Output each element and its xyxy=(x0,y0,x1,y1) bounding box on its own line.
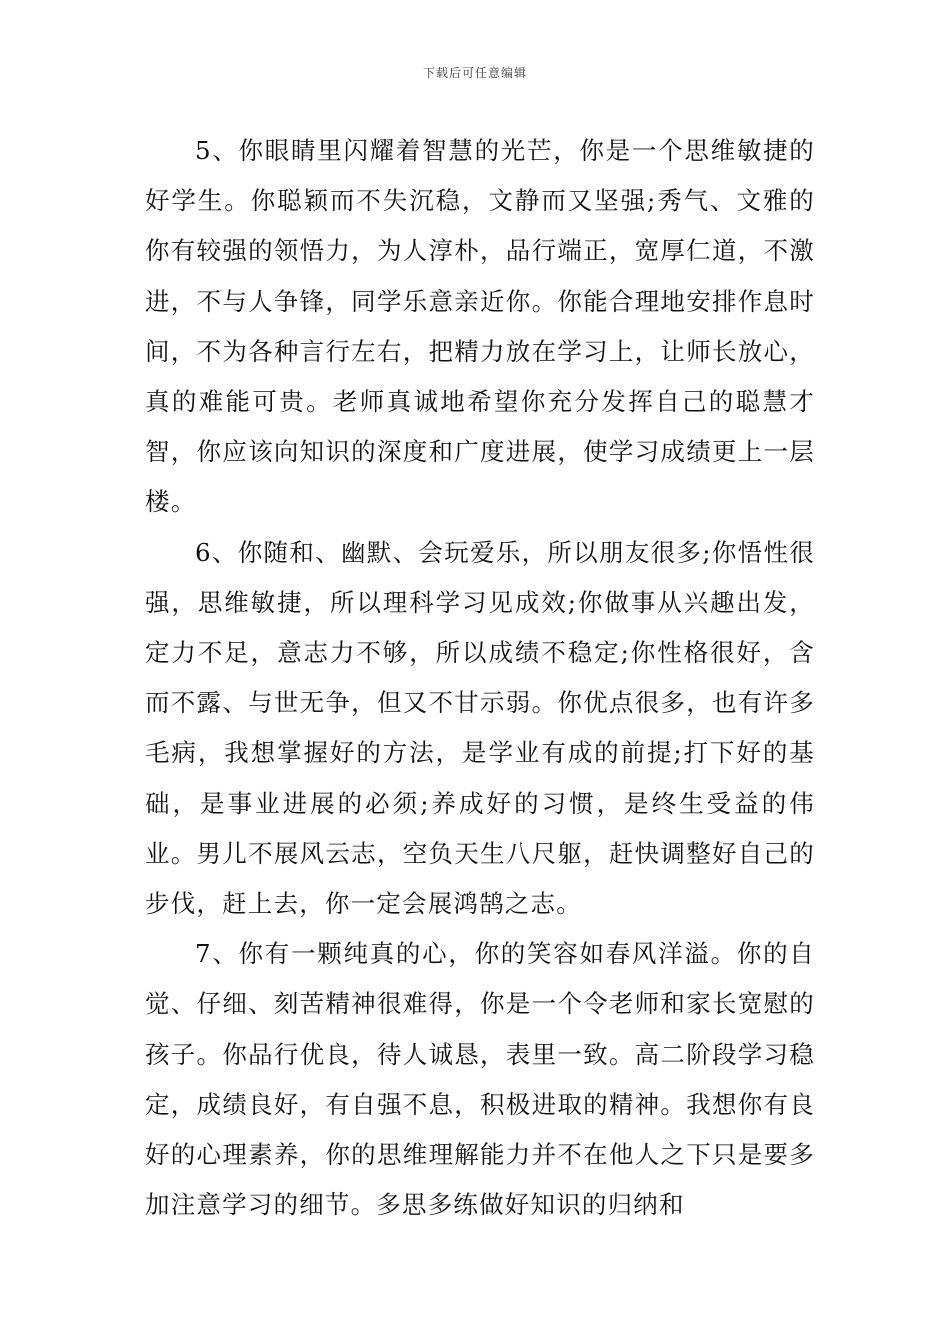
header-note: 下载后可任意编辑 xyxy=(422,66,527,80)
paragraph-6: 6、你随和、幽默、会玩爱乐，所以朋友很多;你悟性很强，思维敏捷，所以理科学习见成效;你做事从兴趣出发，定力不足，意志力不够，所以成绩不稳定;你性格很好，含而不露、与世无争，但又不甘示弱。你优点很多，也有许多毛病，我想掌握好的方法，是学业有成的前提;打下好的基础，是事业进展的必须;养成好的习惯，是终生受益的伟业。男儿不展风云志，空负天生八尺躯，赶快调整好自己的步伐，赶上去，你一定会展鸿鹄之志。 xyxy=(145,537,815,919)
document-body xyxy=(145,126,815,1230)
paragraph-5: 5、你眼睛里闪耀着智慧的光芒，你是一个思维敏捷的好学生。你聪颖而不失沉稳，文静而又坚强;秀气、文雅的你有较强的领悟力，为人淳朴，品行端正，宽厚仁道，不激进，不与人争锋，同学乐意亲近你。你能合理地安排作息时间，不为各种言行左右，把精力放在学习上，让师长放心，真的难能可贵。老师真诚地希望你充分发挥自己的聪慧才智，你应该向知识的深度和广度进展，使学习成绩更上一层楼。 xyxy=(145,136,815,517)
paragraph-7: 7、你有一颗纯真的心，你的笑容如春风洋溢。你的自觉、仔细、刻苦精神很难得，你是一个令老师和家长宽慰的孩子。你品行优良，待人诚恳，表里一致。高二阶段学习稳定，成绩良好，有自强不息，积极进取的精神。我想你有良好的心理素养，你的思维理解能力并不在他人之下只是要多加注意学习的细节。多思多练做好知识的归纳和 xyxy=(145,939,815,1220)
